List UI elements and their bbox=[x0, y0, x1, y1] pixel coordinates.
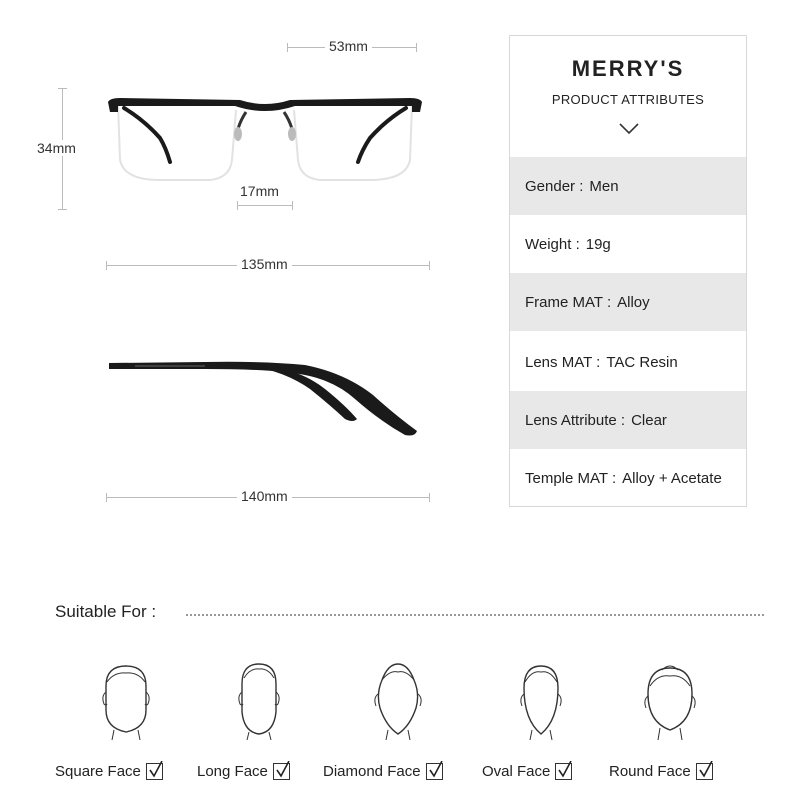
checkbox-checked-icon[interactable] bbox=[696, 763, 713, 780]
attr-key: Temple MAT : bbox=[525, 469, 617, 487]
attr-value: TAC Resin bbox=[606, 353, 678, 371]
checkbox-checked-icon[interactable] bbox=[555, 763, 572, 780]
dotted-divider bbox=[186, 614, 764, 616]
attr-value: 19g bbox=[585, 235, 611, 253]
frame-width-tick-left bbox=[106, 261, 107, 270]
attr-row-frame-mat bbox=[510, 273, 746, 331]
bridge-label: 17mm bbox=[236, 183, 283, 199]
glasses-front-view bbox=[100, 90, 430, 190]
lens-width-tick-right bbox=[416, 43, 417, 52]
attr-key: Frame MAT : bbox=[525, 293, 612, 311]
lens-height-label: 34mm bbox=[33, 140, 80, 156]
face-label-long bbox=[197, 763, 290, 780]
checkbox-checked-icon[interactable] bbox=[273, 763, 290, 780]
attr-key: Weight : bbox=[525, 235, 580, 253]
attr-value: Clear bbox=[631, 411, 667, 429]
diamond-face-icon bbox=[368, 660, 428, 742]
suitable-for-title: Suitable For : bbox=[55, 602, 157, 621]
long-face-icon bbox=[232, 660, 286, 742]
bridge-tick-right bbox=[292, 201, 293, 210]
oval-face-icon bbox=[514, 660, 568, 742]
round-face-icon bbox=[640, 660, 700, 742]
attr-key: Lens MAT : bbox=[525, 353, 601, 371]
face-label-round bbox=[609, 763, 713, 780]
face-label-diamond bbox=[323, 763, 443, 780]
attr-value: Alloy bbox=[617, 293, 650, 311]
attr-row-weight bbox=[510, 215, 746, 273]
lens-width-tick-left bbox=[287, 43, 288, 52]
attr-row-temple-mat bbox=[510, 449, 746, 507]
temple-length-label: 140mm bbox=[237, 488, 292, 504]
lens-width-label: 53mm bbox=[325, 38, 372, 54]
square-face-icon bbox=[98, 660, 154, 742]
lens-height-tick-bottom bbox=[58, 209, 67, 210]
face-label-text: Round Face bbox=[609, 763, 691, 780]
product-attributes-card bbox=[509, 35, 747, 507]
checkbox-checked-icon[interactable] bbox=[146, 763, 163, 780]
temple-length-tick-left bbox=[106, 493, 107, 502]
frame-width-tick-right bbox=[429, 261, 430, 270]
bridge-tick-left bbox=[237, 201, 238, 210]
checkbox-checked-icon[interactable] bbox=[426, 763, 443, 780]
face-label-text: Square Face bbox=[55, 763, 141, 780]
brand-logo: MERRY'S bbox=[571, 56, 685, 81]
face-label-oval bbox=[482, 763, 572, 780]
face-label-text: Diamond Face bbox=[323, 763, 421, 780]
attr-row-lens-mat bbox=[510, 333, 746, 391]
temple-length-tick-right bbox=[429, 493, 430, 502]
face-label-text: Oval Face bbox=[482, 763, 551, 780]
attr-value: Alloy + Acetate bbox=[622, 469, 722, 487]
attr-row-gender bbox=[510, 157, 746, 215]
attr-row-lens-attribute bbox=[510, 391, 746, 449]
lens-height-tick-top bbox=[58, 88, 67, 89]
glasses-side-view bbox=[105, 355, 425, 445]
attributes-subtitle: PRODUCT ATTRIBUTES bbox=[551, 92, 705, 107]
attr-key: Gender : bbox=[525, 177, 584, 195]
bridge-line bbox=[237, 205, 293, 206]
frame-width-label: 135mm bbox=[237, 256, 292, 272]
attr-value: Men bbox=[589, 177, 619, 195]
chevron-down-icon bbox=[618, 122, 640, 136]
face-label-square bbox=[55, 763, 163, 780]
face-label-text: Long Face bbox=[197, 763, 268, 780]
attr-key: Lens Attribute : bbox=[525, 411, 626, 429]
